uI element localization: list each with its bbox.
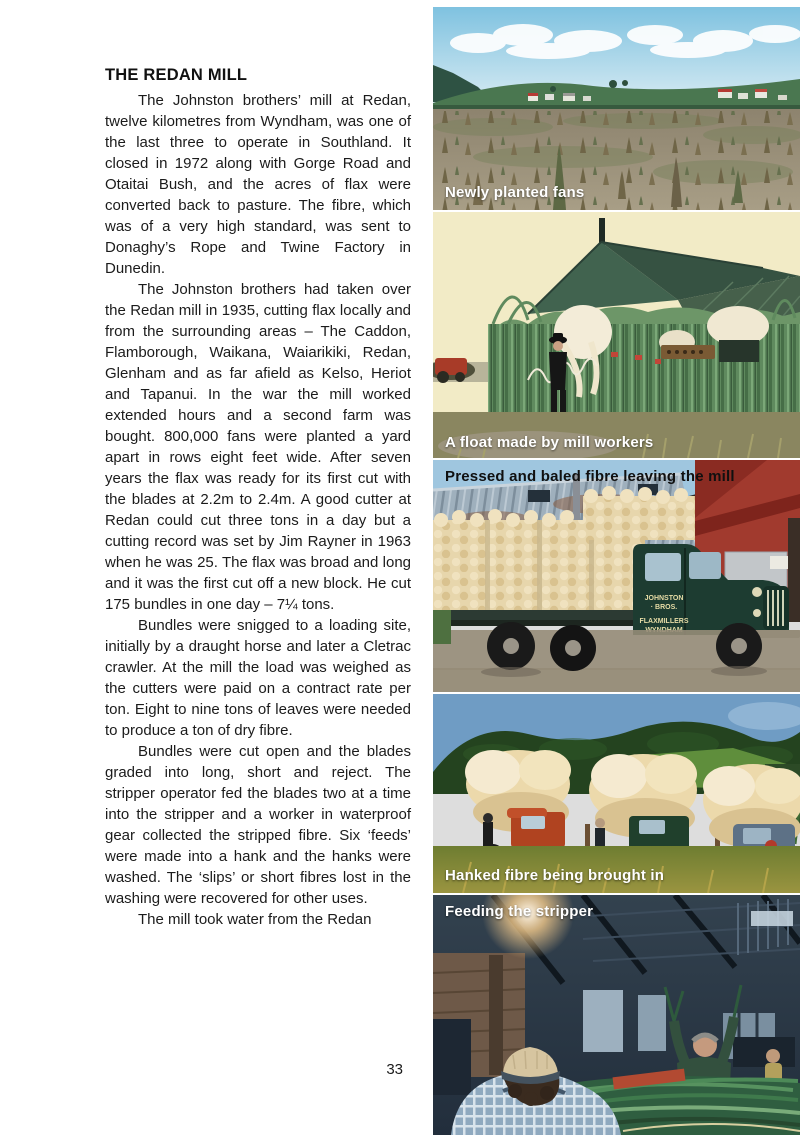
paragraph: Bundles were snigged to a loading site, initially by a draught horse and later a Cletrac crawler. At the mill the load was weighed as the cutters were paid on a contract rate per ton. Eight to nine tons of leaves were needed to produce a ton of dry fibre. <box>105 617 411 739</box>
hedge-line <box>433 105 800 109</box>
bright-opening <box>583 990 623 1052</box>
photo-caption: Pressed and baled fibre leaving the mill <box>445 468 735 485</box>
photo-illustration <box>433 694 800 893</box>
photo-illustration <box>433 7 800 210</box>
paragraph: The Johnston brothers’ mill at Redan, twelve kilometres from Wyndham, was one of the last three to operate in Southland. It closed in 1972 along with Gorge Road and Otaitai Bush, and the acres of flax were converted back to pasture. The fibre, which was of a very high standard, was sent to Donaghy’s Rope and Twine Factory in Dunedin. <box>105 92 411 277</box>
photo-caption: Newly planted fans <box>445 184 585 201</box>
photo-newly-planted-fans <box>433 7 800 210</box>
svg-text:FLAXMILLERS: FLAXMILLERS <box>639 618 689 625</box>
paragraph: The mill took water from the Redan <box>138 911 372 928</box>
grass-edge <box>433 610 451 644</box>
photo-mill-workers-float <box>433 212 800 458</box>
svg-text:JOHNSTON: JOHNSTON <box>644 595 684 602</box>
photo-feeding-stripper <box>433 895 800 1135</box>
svg-text:· BROS.: · BROS. <box>650 604 678 611</box>
photo-illustration <box>433 212 800 458</box>
photo-illustration <box>433 895 800 1135</box>
photo-caption: Feeding the stripper <box>445 903 594 920</box>
photo-baled-fibre-truck <box>433 460 800 692</box>
photo-caption: A float made by mill workers <box>445 434 654 451</box>
paragraph: The Johnston brothers had taken over the Redan mill in 1935, cutting flax locally and from the surrounding areas – The Caddon, Flamborough, Waikana, Waiarikiki, Redan, Glenham and as far afield as Kelso, Heriot and Tapanui. In the war the mill worked extended hours and a second farm was bought. 800,000 fans were planted a yard apart in rows eight feet wide. After seven years the flax was ready for its first cut with the blades at 2.2m to 2.4m. A good cutter at Redan could cut three tons in a day but a cutting record was set by Jim Rayner in 1963 when he was 25. The flax was broad and long and it was the first cut off a new block. He cut 175 bundles in one day – 7¼ tons. <box>105 281 411 613</box>
skylight <box>751 911 793 926</box>
bright-opening-2 <box>638 995 666 1051</box>
machinery <box>733 1037 795 1067</box>
page-number: 33 <box>386 1061 403 1078</box>
article-heading: THE REDAN MILL <box>105 66 248 84</box>
paragraph: Bundles were cut open and the blades graded into long, short and reject. The stripper operator fed the blades two at a time into the stripper and a worker in waterproof gear collected the stripped fibre. Six ‘feeds’ were made into a hank and the hanks were washed. The ‘slips’ or short fibres lost in the washing were recovered for other uses. <box>105 743 411 907</box>
photo-hanked-fibre-trucks <box>433 694 800 893</box>
photo-illustration <box>433 460 800 692</box>
photo-caption: Hanked fibre being brought in <box>445 867 665 884</box>
article-column <box>105 66 411 930</box>
